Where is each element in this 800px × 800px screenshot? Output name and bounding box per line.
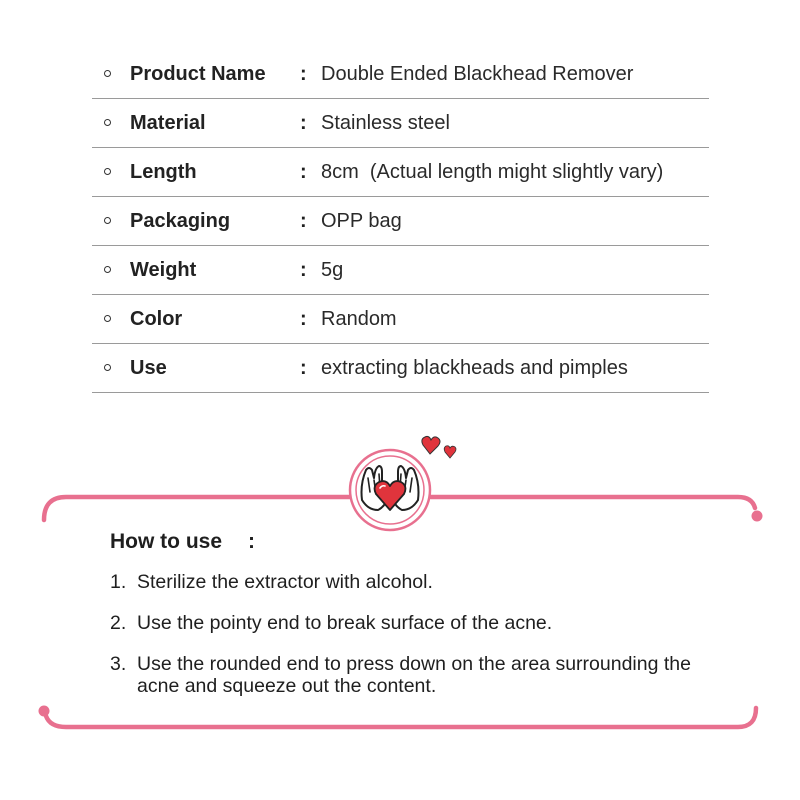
small-hearts-icon (420, 432, 462, 460)
spec-row-color (92, 295, 709, 344)
spec-value: extracting blackheads and pimples (321, 357, 628, 379)
bullet-icon (104, 168, 111, 175)
spec-value: 5g (321, 259, 344, 281)
spec-colon: : (300, 357, 307, 379)
spec-colon: : (300, 308, 307, 330)
spec-label: Product Name (130, 63, 266, 85)
step-text: Use the rounded end to press down on the area surrounding the acne and squeeze out the content. (137, 653, 691, 697)
spec-colon: : (300, 161, 307, 183)
spec-row-weight (92, 246, 709, 295)
spec-colon: : (300, 210, 307, 232)
spec-label: Packaging (130, 210, 231, 232)
spec-value: Double Ended Blackhead Remover (321, 63, 634, 85)
spec-table (92, 50, 709, 393)
spec-label: Weight (130, 259, 197, 281)
spec-colon: : (300, 63, 307, 85)
spec-value: Stainless steel (321, 112, 450, 134)
bullet-icon (104, 119, 111, 126)
spec-row-material (92, 99, 709, 148)
spec-value: 8cm (Actual length might slightly vary) (321, 161, 664, 183)
step-text: Use the pointy end to break surface of the acne. (137, 612, 553, 634)
bullet-icon (104, 266, 111, 273)
spec-colon: : (300, 112, 307, 134)
spec-label: Color (130, 308, 183, 330)
spec-label: Use (130, 357, 167, 379)
howto-colon: : (248, 530, 255, 553)
bullet-icon (104, 364, 111, 371)
spec-row-packaging (92, 197, 709, 246)
spec-row-use (92, 344, 709, 393)
spec-colon: : (300, 259, 307, 281)
bullet-icon (104, 217, 111, 224)
spec-row-product-name (92, 50, 709, 99)
bullet-icon (104, 70, 111, 77)
step-number: 1. (110, 571, 127, 593)
spec-value: Random (321, 308, 397, 330)
step-text: Sterilize the extractor with alcohol. (137, 571, 433, 593)
step-number: 2. (110, 612, 127, 634)
hands-heart-icon (348, 448, 432, 532)
spec-label: Length (130, 161, 197, 183)
spec-row-length (92, 148, 709, 197)
bullet-icon (104, 315, 111, 322)
spec-value: OPP bag (321, 210, 402, 232)
howto-title: How to use (110, 530, 223, 553)
step-number: 3. (110, 653, 127, 675)
spec-label: Material (130, 112, 206, 134)
